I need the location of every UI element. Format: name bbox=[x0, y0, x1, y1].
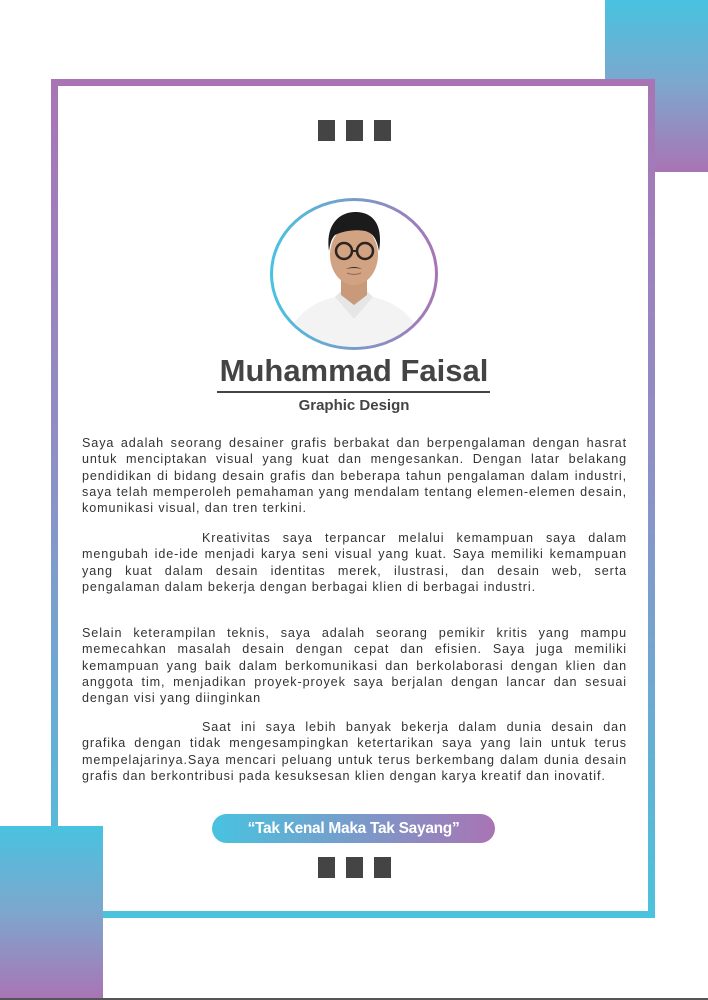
square-icon bbox=[346, 857, 363, 878]
profile-name: Muhammad Faisal bbox=[219, 353, 489, 388]
motto-pill: “Tak Kenal Maka Tak Sayang” bbox=[212, 814, 495, 843]
name-underline-divider bbox=[217, 391, 490, 393]
bio-paragraph-2: Kreativitas saya terpancar melalui kemampuan saya dalam mengubah ide-ide menjadi karya seni visual yang kuat. Saya memiliki kemampuan yang kuat dalam desain identitas merek, ilustrasi, dan desain web, serta pengalaman dalam bekerja dengan berbagai klien di berbagai industri. bbox=[82, 531, 627, 594]
bio-paragraph-4: Saat ini saya lebih banyak bekerja dalam dunia desain dan grafika dengan tidak mengesampingkan ketertarikan saya yang lain untuk terus mempelajarinya.Saya mencari peluang untuk terus berkembang dalam dunia desain grafis dan berkontribusi pada kesuksesan klien dengan karya kreatif dan inovatif. bbox=[82, 720, 627, 783]
profile-role: Graphic Design bbox=[298, 397, 410, 414]
square-icon bbox=[346, 120, 363, 141]
portrait-photo-icon bbox=[273, 201, 435, 347]
bio-paragraph-3: Selain keterampilan teknis, saya adalah seorang pemikir kritis yang mampu memecahkan masalah desain dengan cepat dan efisien. Saya juga memiliki kemampuan yang baik dalam berkomunikasi dan berkolaborasi dengan klien dan anggota tim, menjadikan proyek-proyek saya berjalan dengan lancar dan sesuai dengan visi yang diinginkan bbox=[82, 626, 627, 706]
decorative-squares-top bbox=[0, 120, 708, 141]
square-icon bbox=[318, 120, 335, 141]
avatar-gradient-ring bbox=[270, 198, 438, 350]
avatar bbox=[273, 201, 435, 347]
square-icon bbox=[374, 857, 391, 878]
square-icon bbox=[374, 120, 391, 141]
decorative-squares-bottom bbox=[0, 857, 708, 878]
bio-paragraph-1: Saya adalah seorang desainer grafis berbakat dan berpengalaman dengan hasrat untuk menciptakan visual yang kuat dan mengesankan. Dengan latar belakang pendidikan di bidang desain grafis dan beberapa tahun pengalaman dalam industri, saya telah memperoleh pemahaman yang mendalam tentang elemen-elemen desain, komunikasi visual, dan tren terkini. bbox=[82, 436, 627, 516]
square-icon bbox=[318, 857, 335, 878]
decorative-gradient-block-bottom-left bbox=[0, 826, 103, 1000]
